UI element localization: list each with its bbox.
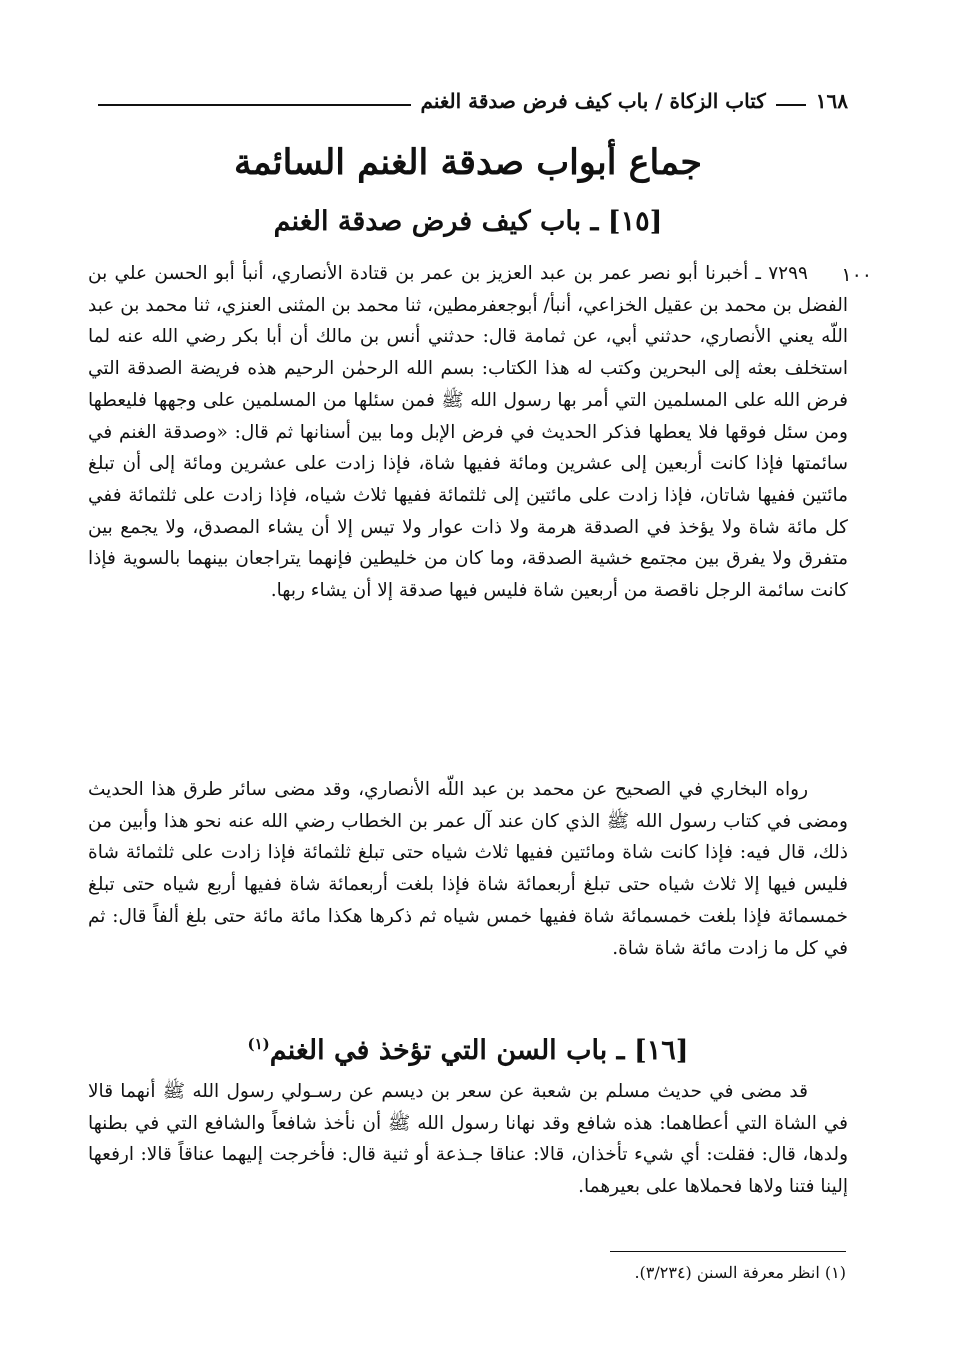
running-title: كتاب الزكاة / باب كيف فرض صدقة الغنم — [420, 89, 766, 113]
hadith-paragraph-7299: ٧٢٩٩ ـ أخبرنا أبو نصر عمر بن عبد العزيز بن عمر بن قتادة الأنصاري، أنبأ أبو الحسن علي بن الفضل بن محمد بن عقيل الخزاعي، أنبأ/ أبوجعفرمطين، ثنا محمد بن المثنى العنزي، ثنا محمد بن عبد اللّه يعني الأنصاري، حدثني أبي، عن ثمامة قال: حدثني أنس بن مالك أن أبا بكر رضي الله عنه لما استخلف بعثه إلى البحرين وكتب له هذا الكتاب: بسم الله الرحمٰن الرحيم هذه فريضة الصدقة التي فرض الله على المسلمين التي أمر بها رسول الله ﷺ فمن سئلها من المسلمين على وجهها فليعطها ومن سئل فوقها فلا يعطها فذكر الحديث في فرض الإبل وما بين أسنانها ثم قال: «وصدقة الغنم في سائمتها فإذا كانت أربعين إلى عشرين ومائة ففيها شاة، فإذا زادت على عشرين ومائة إلى أن تبلغ مائتين ففيها شاتان، فإذا زادت على مائتين إلى ثلثمائة ففيها ثلاث شياه، فإذا زادت على ثلثمائة ففي كل مائة شاة ولا يؤخذ في الصدقة هرمة ولا ذات عوار ولا تيس إلا أن يشاء المصدق، ولا يجمع بين متفرق ولا يفرق بين مجتمع خشية الصدقة، وما كان من خليطين فإنهما يتراجعان بينهما بالسوية فإذا كانت سائمة الرجل ناقصة من أربعين شاة فليس فيها صدقة إلا أن يشاء ربها. — [88, 263, 848, 602]
header-rule-short — [776, 104, 806, 106]
footnote: (١) انظر معرفة السنن (٣/٢٣٤). — [634, 1263, 846, 1282]
footnote-rule — [610, 1251, 846, 1252]
header-rule — [98, 104, 411, 106]
running-header — [88, 86, 848, 116]
section-16-heading — [88, 1024, 848, 1071]
section-15-heading: [١٥] ـ باب كيف فرض صدقة الغنم — [273, 206, 663, 237]
page-number: ١٦٨ — [815, 89, 848, 113]
section-16-paragraph: قد مضى في حديث مسلم بن شعبة عن سعر بن ديسم عن رسـولي رسول الله ﷺ أنهما قالا في الشاة التي أعطاهما: هذه شافع وقد نهانا رسول الله ﷺ أن نأخذ شافعاً والشافع التي في بطنها ولدها، قال: فقلت: أي شيء تأخذان، قالا: عناقا جـذعة أو ثنية قال: فأخرجت إليهما عناقاً قالا: ارفعها إلينا فتنا ولاها فحملاها على بعيرهما. — [88, 1081, 848, 1198]
section-16-title: [١٦] ـ باب السن التي تؤخذ في الغنم — [269, 1035, 689, 1066]
footnote-marker: (١) — [247, 1035, 270, 1053]
margin-number: ١٠٠ — [841, 264, 872, 286]
commentary-paragraph: رواه البخاري في الصحيح عن محمد بن عبد اللّه الأنصاري، وقد مضى سائر طرق هذا الحديث ومضى في كتاب رسول الله ﷺ الذي كان عند آل عمر بن الخطاب رضي الله عنه نحو هذا وأبين من ذلك، قال فيه: فإذا كانت شاة ومائتين ففيها ثلاث شياه حتى تبلغ ثلثمائة فإذا زادت على ثلثمائة شاة فليس فيها إلا ثلاث شياه حتى تبلغ أربعمائة شاة فإذا بلغت أربعمائة شاة ففيها أربع شياه حتى تبلغ خمسمائة فإذا بلغت خمسمائة شاة ففيها خمس شياه ثم ذكرها هكذا مائة مائة حتى بلغ ألفاً قال: ثم في كل ما زادت مائة شاة شاة. — [88, 779, 848, 959]
main-heading: جماع أبواب صدقة الغنم السائمة — [233, 142, 703, 183]
